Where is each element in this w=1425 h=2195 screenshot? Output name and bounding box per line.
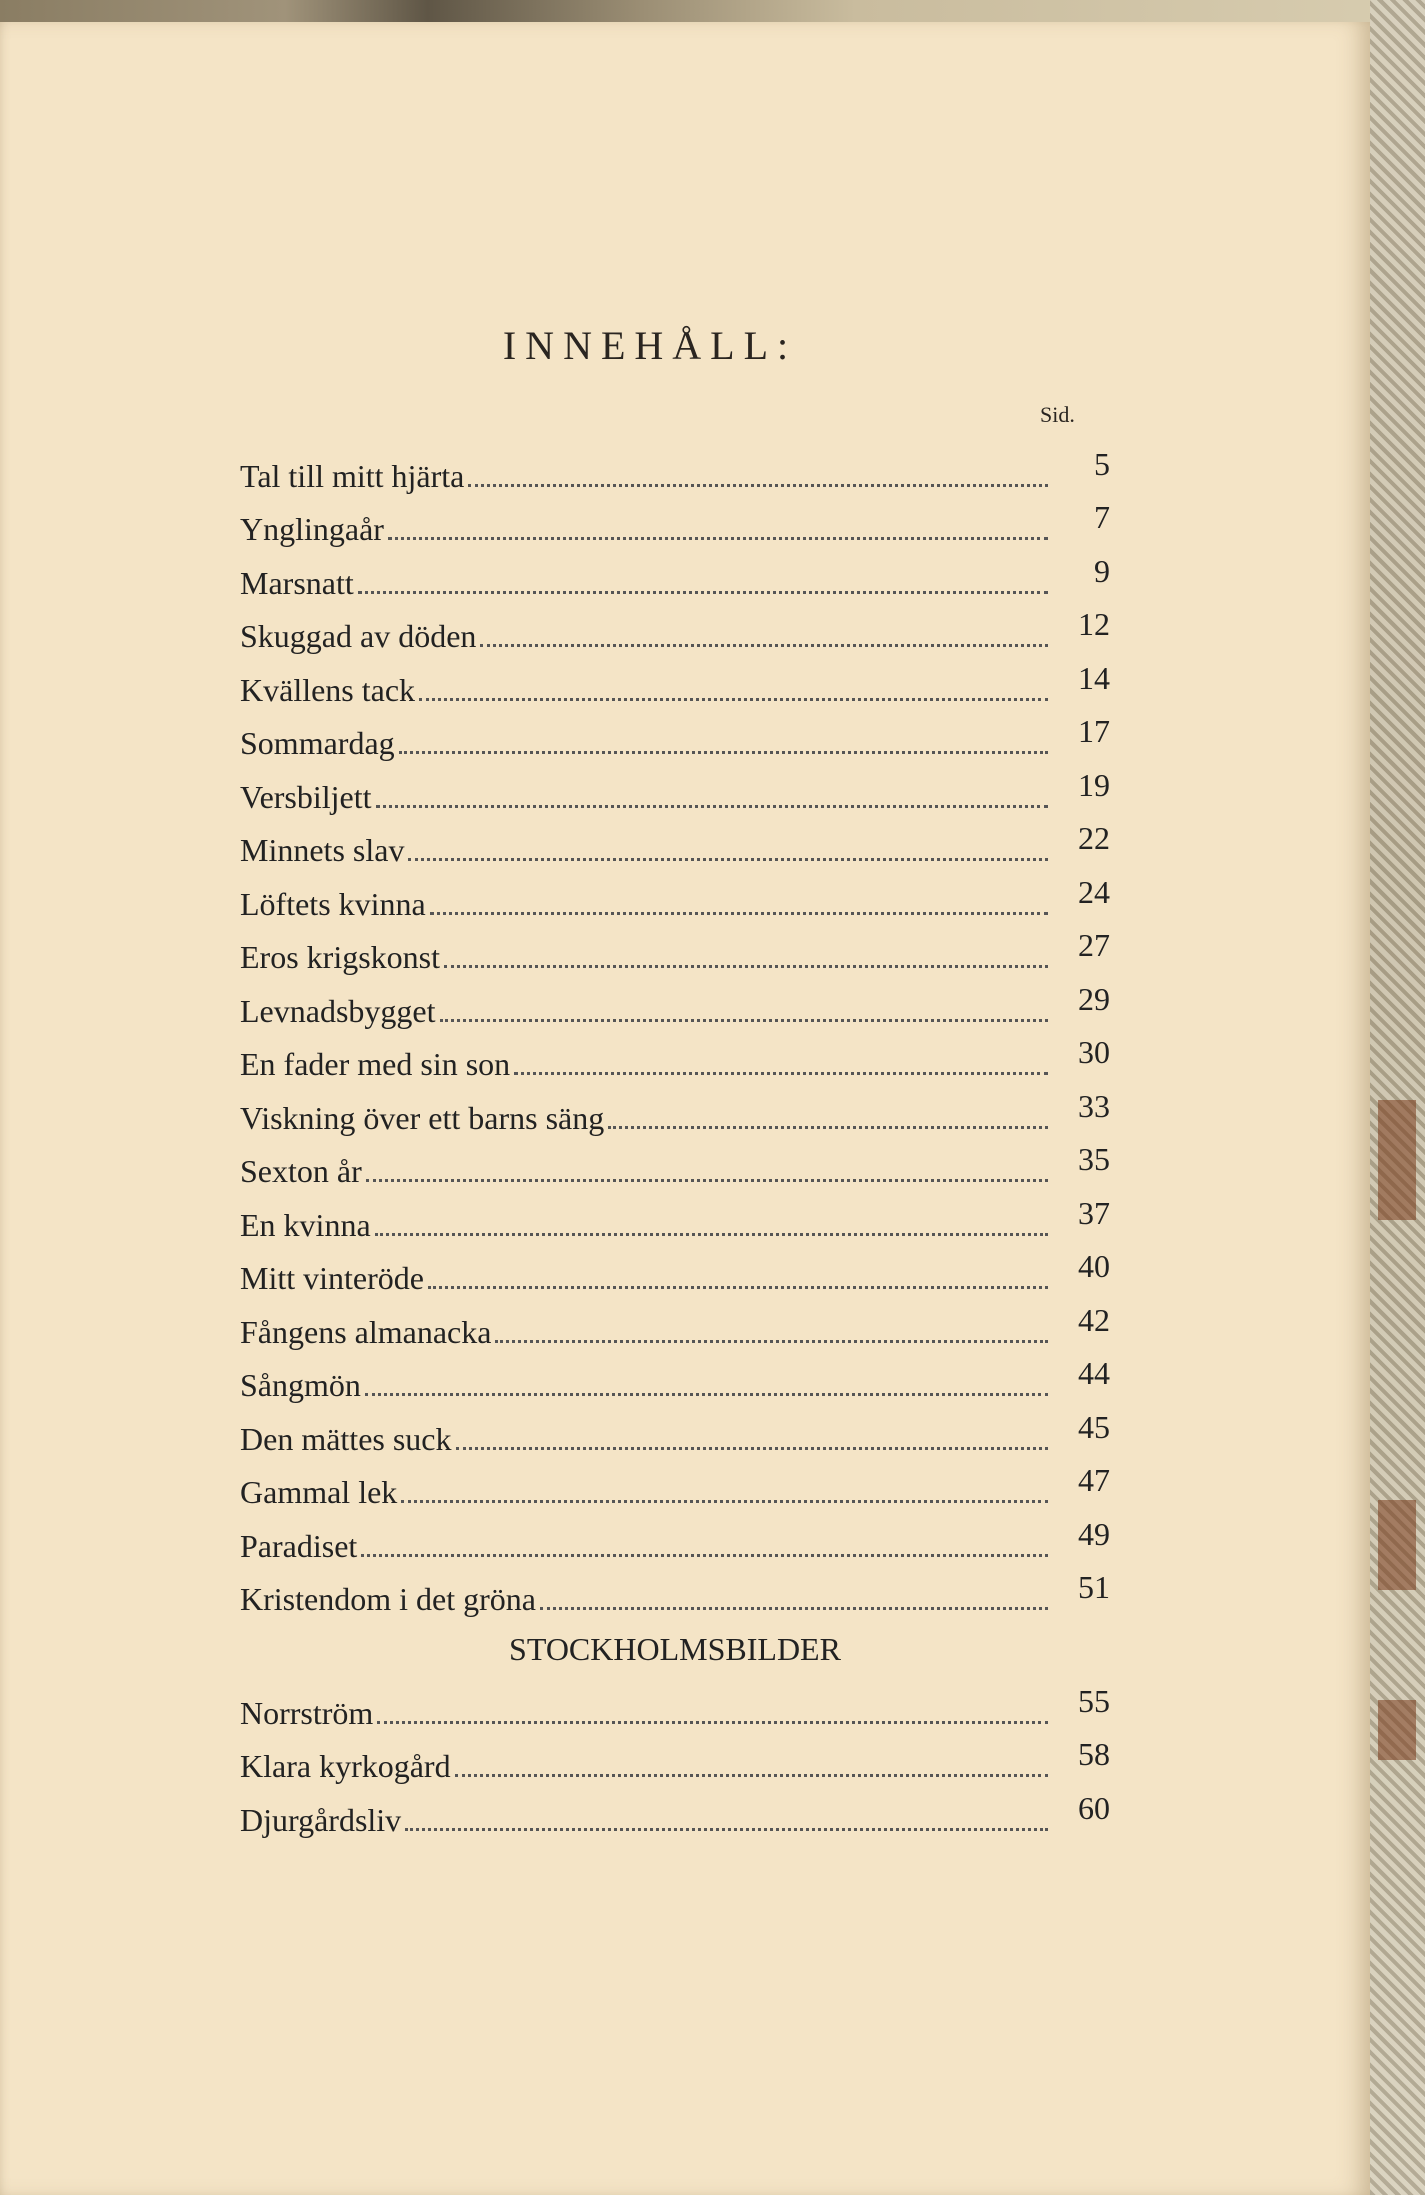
entry-title: Sexton år — [240, 1153, 362, 1189]
dot-leader — [430, 912, 1048, 915]
entry-page-number: 51 — [1078, 1569, 1110, 1605]
edge-stain — [1378, 1700, 1416, 1760]
toc-entry — [240, 656, 1110, 710]
entry-page-number: 24 — [1078, 873, 1110, 910]
entry-page-number: 27 — [1078, 927, 1110, 963]
toc-entry — [240, 763, 1110, 817]
entry-title: Djurgårdsliv — [240, 1801, 402, 1838]
page-column-label: Sid. — [1040, 402, 1075, 427]
entry-title: Marsnatt — [240, 564, 354, 601]
entry-page-number: 22 — [1078, 820, 1110, 856]
entry-page-number: 19 — [1078, 766, 1110, 803]
dot-leader — [468, 484, 1048, 487]
dot-leader — [440, 1019, 1049, 1022]
book-edge — [1370, 0, 1425, 2195]
entry-title: En fader med sin son — [240, 1046, 511, 1082]
top-edge-strip — [0, 0, 1425, 22]
entry-page-number: 55 — [1078, 1682, 1110, 1719]
entry-page-number: 35 — [1078, 1141, 1110, 1177]
toc-entry — [240, 817, 1110, 871]
entry-title: Levnadsbygget — [240, 992, 436, 1029]
dot-leader — [377, 1721, 1048, 1724]
page-title: INNEHÅLL: — [502, 323, 798, 368]
toc-entry — [240, 442, 1110, 496]
toc-entry — [240, 1679, 1110, 1733]
dot-leader — [365, 1393, 1048, 1396]
entry-page-number: 49 — [1078, 1515, 1110, 1552]
dot-leader — [366, 1179, 1048, 1182]
dot-leader — [428, 1286, 1048, 1289]
section-heading: STOCKHOLMSBILDER — [509, 1631, 841, 1667]
dot-leader — [419, 698, 1048, 701]
entry-page-number: 5 — [1094, 445, 1110, 482]
dot-leader — [408, 858, 1048, 861]
entry-title: Minnets slav — [240, 832, 405, 868]
toc-entry — [240, 977, 1110, 1031]
entry-page-number: 58 — [1078, 1736, 1110, 1772]
entry-page-number: 44 — [1078, 1355, 1110, 1391]
toc-entry — [240, 496, 1110, 550]
entry-page-number: 40 — [1078, 1248, 1110, 1284]
dot-leader — [456, 1447, 1049, 1450]
entry-title: Den mättes suck — [240, 1420, 452, 1457]
toc-entry — [240, 549, 1110, 603]
entry-page-number: 7 — [1094, 499, 1110, 535]
toc-entry — [240, 870, 1110, 924]
entry-title: Kvällens tack — [240, 671, 416, 708]
toc-entry — [240, 1352, 1110, 1406]
entry-page-number: 47 — [1078, 1462, 1110, 1498]
toc-entry — [240, 1405, 1110, 1459]
entry-title: Kristendom i det gröna — [240, 1581, 536, 1617]
toc-entry — [240, 1084, 1110, 1138]
entry-page-number: 37 — [1078, 1194, 1110, 1231]
dot-leader — [388, 537, 1048, 540]
toc-entry — [240, 1512, 1110, 1566]
entry-title: Fångens almanacka — [240, 1313, 492, 1350]
entry-title: Sångmön — [240, 1367, 361, 1403]
entry-title: Mitt vinteröde — [240, 1260, 424, 1296]
entry-title: Klara kyrkogård — [240, 1748, 451, 1784]
dot-leader — [514, 1072, 1048, 1075]
entry-title: Norrström — [240, 1694, 374, 1731]
entry-title: Sommardag — [240, 725, 395, 761]
toc-entries — [240, 442, 1110, 1619]
entry-title: Viskning över ett barns säng — [240, 1099, 605, 1136]
book-page — [0, 22, 1370, 2195]
entry-title: Tal till mitt hjärta — [240, 457, 465, 494]
dot-leader — [405, 1828, 1048, 1831]
toc-entry — [240, 1245, 1110, 1299]
entry-page-number: 60 — [1078, 1789, 1110, 1826]
toc-entry — [240, 1298, 1110, 1352]
entry-page-number: 30 — [1078, 1034, 1110, 1070]
dot-leader — [399, 751, 1048, 754]
entry-title: Versbiljett — [240, 778, 372, 815]
entry-title: Ynglingaår — [240, 511, 384, 547]
entry-page-number: 29 — [1078, 980, 1110, 1017]
toc-entry — [240, 603, 1110, 657]
toc-entry — [240, 1138, 1110, 1192]
entry-page-number: 12 — [1078, 606, 1110, 642]
entry-page-number: 33 — [1078, 1087, 1110, 1124]
entry-page-number: 42 — [1078, 1301, 1110, 1338]
dot-leader — [361, 1554, 1048, 1557]
toc-entry — [240, 710, 1110, 764]
edge-stain — [1378, 1500, 1416, 1590]
dot-leader — [608, 1126, 1048, 1129]
entry-page-number: 9 — [1094, 552, 1110, 589]
entry-page-number: 45 — [1078, 1408, 1110, 1445]
entry-title: Löftets kvinna — [240, 885, 426, 922]
dot-leader — [358, 591, 1048, 594]
entry-page-number: 17 — [1078, 713, 1110, 749]
section-entries — [240, 1679, 1110, 1840]
dot-leader — [444, 965, 1048, 968]
dot-leader — [495, 1340, 1048, 1343]
toc-entry — [240, 1191, 1110, 1245]
toc-entry — [240, 1566, 1110, 1620]
dot-leader — [540, 1607, 1048, 1610]
dot-leader — [375, 1233, 1048, 1236]
table-of-contents — [240, 442, 1110, 1840]
toc-entry — [240, 1733, 1110, 1787]
entry-title: Paradiset — [240, 1527, 358, 1564]
toc-entry — [240, 1459, 1110, 1513]
entry-page-number: 14 — [1078, 659, 1110, 696]
dot-leader — [376, 805, 1048, 808]
dot-leader — [401, 1500, 1048, 1503]
toc-entry — [240, 1031, 1110, 1085]
edge-stain — [1378, 1100, 1416, 1220]
toc-entry — [240, 1786, 1110, 1840]
entry-title: Eros krigskonst — [240, 939, 440, 975]
toc-entry — [240, 924, 1110, 978]
entry-title: Skuggad av döden — [240, 618, 477, 654]
dot-leader — [455, 1774, 1048, 1777]
dot-leader — [480, 644, 1048, 647]
entry-title: Gammal lek — [240, 1474, 398, 1510]
entry-title: En kvinna — [240, 1206, 371, 1243]
